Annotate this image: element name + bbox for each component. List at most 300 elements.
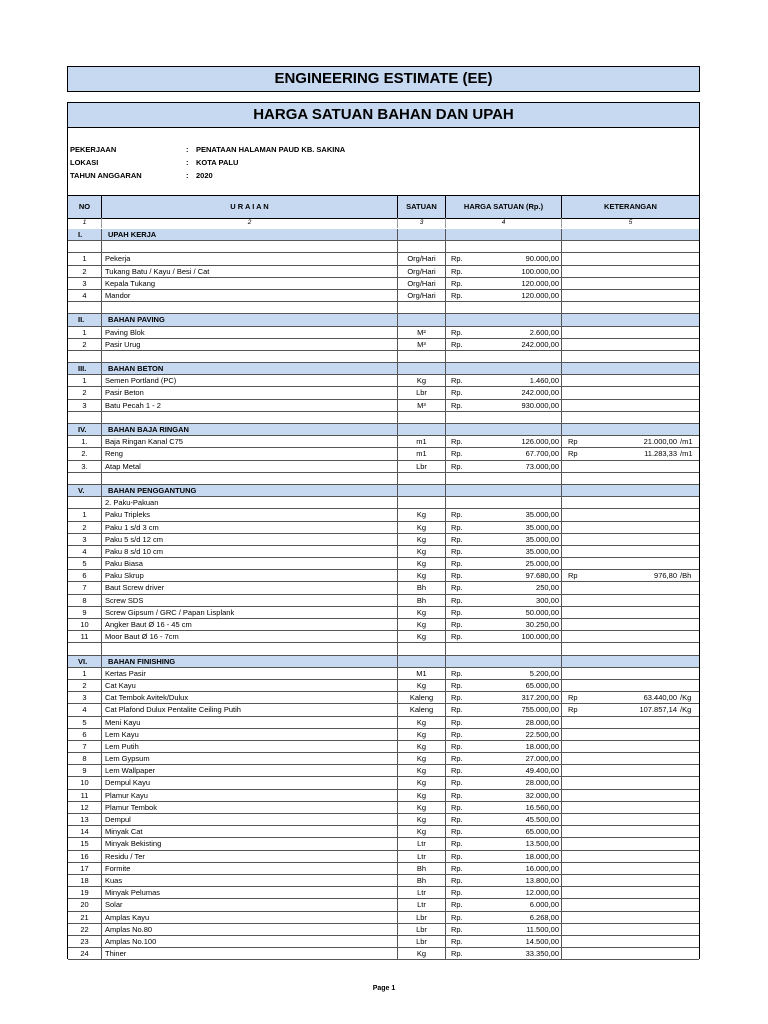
row-note-currency: [562, 899, 582, 910]
row-note-currency: Rp: [568, 693, 578, 703]
row-note-unit: [677, 497, 699, 508]
row-number: 8: [68, 753, 102, 764]
row-note-currency: [562, 631, 582, 642]
row-price: 30.250,00: [454, 619, 562, 630]
row-currency: Rp.: [451, 705, 463, 715]
row-currency: Rp.: [451, 827, 463, 837]
row-note-currency: [562, 851, 582, 862]
row-note-value: [582, 814, 677, 825]
row-unit: Kaleng: [398, 692, 446, 703]
row-unit: [398, 643, 446, 654]
row-price: 755.000,00: [454, 704, 562, 715]
row-note-value: [582, 266, 677, 277]
row-price: 242.000,00: [454, 387, 562, 398]
row-note-value: [582, 229, 677, 240]
row-unit: M²: [398, 327, 446, 338]
row-currency: Rp.: [451, 595, 463, 605]
row-note-unit: [677, 473, 699, 484]
row-description: [102, 473, 398, 484]
row-unit: Kg: [398, 717, 446, 728]
row-currency: Rp.: [451, 851, 463, 861]
row-price: 242.000,00: [454, 339, 562, 350]
row-description: Amplas No.100: [102, 936, 398, 947]
row-unit: Org/Hari: [398, 253, 446, 264]
row-note-unit: [677, 656, 699, 667]
row-note-unit: [677, 680, 699, 691]
row-note-currency: [562, 826, 582, 837]
row-note-currency: [562, 790, 582, 801]
row-description: Mandor: [102, 290, 398, 301]
row-unit: M1: [398, 668, 446, 679]
row-note-unit: [677, 339, 699, 350]
row-note-currency: [562, 838, 582, 849]
blank-row: [68, 241, 699, 253]
row-number: II.: [68, 314, 102, 325]
row-unit: Lbr: [398, 461, 446, 472]
row-note-currency: [562, 327, 582, 338]
row-currency: [446, 363, 454, 374]
table-row: [68, 497, 699, 509]
row-currency: Rp.: [451, 863, 463, 873]
row-note-currency: [562, 558, 582, 569]
row-note-currency: [562, 680, 582, 691]
row-note-currency: [562, 290, 582, 301]
row-note-value: [582, 473, 677, 484]
row-price: 32.000,00: [454, 790, 562, 801]
row-unit: m1: [398, 448, 446, 459]
row-unit: Lbr: [398, 912, 446, 923]
row-number: [68, 412, 102, 423]
row-price: [454, 412, 562, 423]
row-unit: Kg: [398, 948, 446, 959]
row-price: 120.000,00: [454, 278, 562, 289]
row-currency: Rp.: [451, 327, 463, 337]
row-note-currency: [562, 948, 582, 959]
row-price: 300,00: [454, 595, 562, 606]
row-note-value: [582, 899, 677, 910]
table-row: [68, 522, 699, 534]
row-unit: Ltr: [398, 887, 446, 898]
info-label: LOKASI: [70, 158, 99, 167]
row-note-value: [582, 546, 677, 557]
row-note-value: [582, 753, 677, 764]
row-note-value: [582, 327, 677, 338]
row-note-currency: [562, 278, 582, 289]
row-note-unit: [677, 912, 699, 923]
table-row: [68, 936, 699, 948]
row-price: 35.000,00: [454, 509, 562, 520]
row-description: Lem Putih: [102, 741, 398, 752]
row-currency: Rp.: [451, 912, 463, 922]
row-note-value: [582, 595, 677, 606]
row-note-value: 107.857,14: [639, 705, 677, 715]
row-note-unit: [677, 595, 699, 606]
row-note-value: [582, 302, 677, 313]
row-price: 2.600,00: [454, 327, 562, 338]
row-currency: Rp.: [451, 559, 463, 569]
row-currency: Rp.: [451, 620, 463, 629]
section-row: [68, 363, 699, 375]
row-number: 8: [68, 595, 102, 606]
info-colon: :: [186, 171, 189, 180]
row-description: Plamur Kayu: [102, 790, 398, 801]
info-label: TAHUN ANGGARAN: [70, 171, 142, 180]
row-note-currency: [562, 924, 582, 935]
table-row: [68, 595, 699, 607]
row-unit: Ltr: [398, 838, 446, 849]
row-note-unit: [677, 729, 699, 740]
row-number: 23: [68, 936, 102, 947]
table-row: [68, 899, 699, 911]
section-row: [68, 656, 699, 668]
row-unit: [398, 314, 446, 325]
row-number: 3: [68, 692, 102, 703]
row-price: 16.000,00: [454, 863, 562, 874]
row-number: 11: [68, 631, 102, 642]
blank-row: [68, 412, 699, 424]
row-note-value: [582, 619, 677, 630]
row-note-unit: [677, 631, 699, 642]
row-description: Screw Gipsum / GRC / Papan Lisplank: [102, 607, 398, 618]
row-description: Semen Portland (PC): [102, 375, 398, 386]
column-number: 5: [628, 219, 633, 226]
row-number: 3: [68, 534, 102, 545]
row-description: Dempul Kayu: [102, 777, 398, 788]
row-number: [68, 351, 102, 362]
row-currency: [446, 229, 454, 240]
row-note-currency: [562, 912, 582, 923]
header-no: NO: [68, 196, 102, 218]
row-number: [68, 302, 102, 313]
row-note-unit: /m1: [680, 449, 693, 459]
row-description: Pasir Beton: [102, 387, 398, 398]
column-number: 2: [102, 218, 398, 228]
row-number: 21: [68, 912, 102, 923]
row-number: 3.: [68, 461, 102, 472]
row-note-unit: [677, 461, 699, 472]
row-note-value: [582, 765, 677, 776]
row-description: Baja Ringan Kanal C75: [102, 436, 398, 447]
row-note-value: [582, 485, 677, 496]
row-note-value: [582, 875, 677, 886]
row-unit: Org/Hari: [398, 278, 446, 289]
row-note-unit: [677, 509, 699, 520]
row-number: 13: [68, 814, 102, 825]
row-description: Minyak Cat: [102, 826, 398, 837]
blank-row: [68, 302, 699, 314]
row-description: BAHAN BETON: [102, 363, 398, 374]
row-description: Cat Tembok Avitek/Dulux: [102, 692, 398, 703]
row-note-value: [582, 534, 677, 545]
table-row: [68, 777, 699, 789]
row-note-unit: /Kg: [680, 705, 692, 715]
row-note-unit: [677, 253, 699, 264]
table-row: [68, 266, 699, 278]
row-note-value: [582, 936, 677, 947]
row-price: 11.500,00: [454, 924, 562, 935]
table-row: [68, 765, 699, 777]
table-row: [68, 436, 699, 448]
row-note-value: [582, 863, 677, 874]
row-note-currency: [562, 461, 582, 472]
row-currency: Rp.: [451, 839, 463, 849]
row-price: [454, 656, 562, 667]
row-price: 14.500,00: [454, 936, 562, 947]
row-price: 100.000,00: [454, 631, 562, 642]
row-price: 6.000,00: [454, 899, 562, 910]
table-row: [68, 253, 699, 265]
row-currency: [446, 485, 454, 496]
row-note-value: [582, 241, 677, 252]
table-header: [68, 195, 699, 219]
row-note-currency: [562, 485, 582, 496]
row-note-currency: [562, 522, 582, 533]
table-row: [68, 619, 699, 631]
row-description: 2. Paku-Pakuan: [102, 497, 398, 508]
row-description: Amplas Kayu: [102, 912, 398, 923]
row-price: [454, 424, 562, 435]
row-note-currency: [562, 936, 582, 947]
row-number: VI.: [68, 656, 102, 667]
row-note-currency: [562, 863, 582, 874]
row-description: Tukang Batu / Kayu / Besi / Cat: [102, 266, 398, 277]
row-price: 65.000,00: [454, 826, 562, 837]
row-price: 35.000,00: [454, 546, 562, 557]
table-row: [68, 570, 699, 582]
row-number: 2: [68, 339, 102, 350]
row-currency: Rp.: [451, 949, 463, 959]
table-row: [68, 753, 699, 765]
row-description: [102, 302, 398, 313]
row-number: 10: [68, 619, 102, 630]
row-description: Lem Wallpaper: [102, 765, 398, 776]
row-number: 4: [68, 546, 102, 557]
row-note-unit: [677, 765, 699, 776]
row-price: 250,00: [454, 582, 562, 593]
row-currency: [446, 656, 454, 667]
row-currency: Rp.: [451, 437, 463, 447]
row-unit: M³: [398, 400, 446, 411]
row-number: 1: [68, 327, 102, 338]
row-unit: Kg: [398, 753, 446, 764]
row-note-value: [582, 424, 677, 435]
row-number: [68, 497, 102, 508]
row-note-value: [582, 717, 677, 728]
column-number: 1: [68, 218, 102, 228]
row-unit: Kg: [398, 814, 446, 825]
table-row: [68, 509, 699, 521]
row-number: 3: [68, 278, 102, 289]
row-number: [68, 643, 102, 654]
row-unit: Kg: [398, 765, 446, 776]
row-price: 930.000,00: [454, 400, 562, 411]
section-row: [68, 314, 699, 326]
row-price: 35.000,00: [454, 534, 562, 545]
row-unit: Ltr: [398, 851, 446, 862]
row-note-unit: [677, 375, 699, 386]
row-note-currency: [562, 619, 582, 630]
row-note-unit: [677, 887, 699, 898]
row-description: Angker Baut Ø 16 - 45 cm: [102, 619, 398, 630]
table-row: [68, 290, 699, 302]
row-description: Pasir Urug: [102, 339, 398, 350]
info-value: PENATAAN HALAMAN PAUD KB. SAKINA: [196, 145, 346, 154]
row-currency: Rp.: [451, 717, 463, 727]
row-unit: Kg: [398, 777, 446, 788]
row-unit: [398, 497, 446, 508]
row-note-value: 976,80: [654, 571, 677, 581]
row-number: 7: [68, 741, 102, 752]
row-note-value: [582, 400, 677, 411]
row-currency: [446, 643, 454, 654]
row-note-value: [582, 351, 677, 362]
row-unit: Org/Hari: [398, 290, 446, 301]
row-unit: Kg: [398, 790, 446, 801]
row-note-unit: [677, 327, 699, 338]
row-note-currency: [562, 875, 582, 886]
row-unit: Lbr: [398, 387, 446, 398]
row-note-unit: [677, 241, 699, 252]
row-description: UPAH KERJA: [102, 229, 398, 240]
table-row: [68, 924, 699, 936]
row-description: [102, 412, 398, 423]
row-note-currency: [562, 473, 582, 484]
row-note-currency: [562, 339, 582, 350]
row-note-unit: [677, 363, 699, 374]
row-note-value: [582, 278, 677, 289]
row-note-currency: [562, 497, 582, 508]
row-number: 14: [68, 826, 102, 837]
row-note-unit: /Kg: [680, 693, 692, 703]
row-currency: Rp.: [451, 729, 463, 739]
table-row: [68, 607, 699, 619]
row-currency: [446, 351, 454, 362]
row-unit: Kg: [398, 558, 446, 569]
row-description: Atap Metal: [102, 461, 398, 472]
row-unit: Kg: [398, 509, 446, 520]
row-price: 5.200,00: [454, 668, 562, 679]
row-description: Lem Gypsum: [102, 753, 398, 764]
row-description: Minyak Pelumas: [102, 887, 398, 898]
row-note-currency: [562, 668, 582, 679]
row-currency: Rp.: [451, 754, 463, 764]
row-note-value: [582, 741, 677, 752]
blank-row: [68, 351, 699, 363]
row-note-currency: Rp: [568, 449, 578, 459]
table-row: [68, 387, 699, 399]
row-price: 18.000,00: [454, 851, 562, 862]
row-note-unit: [677, 400, 699, 411]
row-note-currency: [562, 412, 582, 423]
row-description: Paving Blok: [102, 327, 398, 338]
row-unit: [398, 241, 446, 252]
row-price: 16.560,00: [454, 802, 562, 813]
row-price: 1.460,00: [454, 375, 562, 386]
row-currency: [446, 241, 454, 252]
row-price: 97.680,00: [454, 570, 562, 581]
row-currency: Rp.: [451, 875, 463, 885]
row-currency: [446, 497, 454, 508]
row-number: [68, 241, 102, 252]
table-row: [68, 863, 699, 875]
row-note-unit: [677, 266, 699, 277]
row-number: 12: [68, 802, 102, 813]
table-row: [68, 278, 699, 290]
row-number: 2: [68, 266, 102, 277]
row-note-unit: [677, 948, 699, 959]
row-unit: [398, 351, 446, 362]
row-note-currency: [562, 509, 582, 520]
row-currency: Rp.: [451, 632, 463, 642]
row-note-value: [582, 826, 677, 837]
table-row: [68, 704, 699, 716]
row-note-unit: [677, 741, 699, 752]
row-number: 1: [68, 253, 102, 264]
row-description: Lem Kayu: [102, 729, 398, 740]
section-row: [68, 485, 699, 497]
row-note-currency: [562, 375, 582, 386]
row-note-currency: [562, 363, 582, 374]
row-note-currency: Rp: [568, 705, 578, 715]
row-unit: Ltr: [398, 899, 446, 910]
row-currency: Rp.: [451, 583, 463, 593]
row-description: Batu Pecah 1 - 2: [102, 400, 398, 411]
row-note-currency: [562, 241, 582, 252]
table-row: [68, 729, 699, 741]
row-price: 18.000,00: [454, 741, 562, 752]
row-note-unit: [677, 278, 699, 289]
row-unit: Kg: [398, 546, 446, 557]
row-currency: Rp.: [451, 571, 463, 581]
row-note-unit: [677, 412, 699, 423]
row-note-unit: [677, 875, 699, 886]
row-currency: Rp.: [451, 266, 463, 276]
row-note-currency: [562, 400, 582, 411]
row-price: 126.000,00: [454, 436, 562, 447]
row-description: Formite: [102, 863, 398, 874]
row-price: 12.000,00: [454, 887, 562, 898]
row-note-currency: [562, 887, 582, 898]
row-note-value: [582, 924, 677, 935]
row-unit: Kg: [398, 680, 446, 691]
row-unit: Kg: [398, 741, 446, 752]
table-row: [68, 558, 699, 570]
row-currency: Rp.: [451, 900, 463, 910]
row-note-value: [582, 290, 677, 301]
row-number: [68, 473, 102, 484]
row-note-unit: [677, 619, 699, 630]
row-note-value: [582, 461, 677, 472]
row-unit: [398, 229, 446, 240]
table-row: [68, 948, 699, 960]
row-note-value: [582, 375, 677, 386]
row-number: 15: [68, 838, 102, 849]
row-currency: Rp.: [451, 534, 463, 544]
row-description: Kepala Tukang: [102, 278, 398, 289]
row-currency: Rp.: [451, 290, 463, 300]
table-row: [68, 631, 699, 643]
row-description: Paku 5 s/d 12 cm: [102, 534, 398, 545]
row-price: [454, 241, 562, 252]
row-currency: [446, 314, 454, 325]
row-currency: Rp.: [451, 680, 463, 690]
row-note-unit: [677, 302, 699, 313]
row-number: 11: [68, 790, 102, 801]
row-description: [102, 643, 398, 654]
row-number: 17: [68, 863, 102, 874]
table-row: [68, 582, 699, 594]
row-note-unit: [677, 851, 699, 862]
